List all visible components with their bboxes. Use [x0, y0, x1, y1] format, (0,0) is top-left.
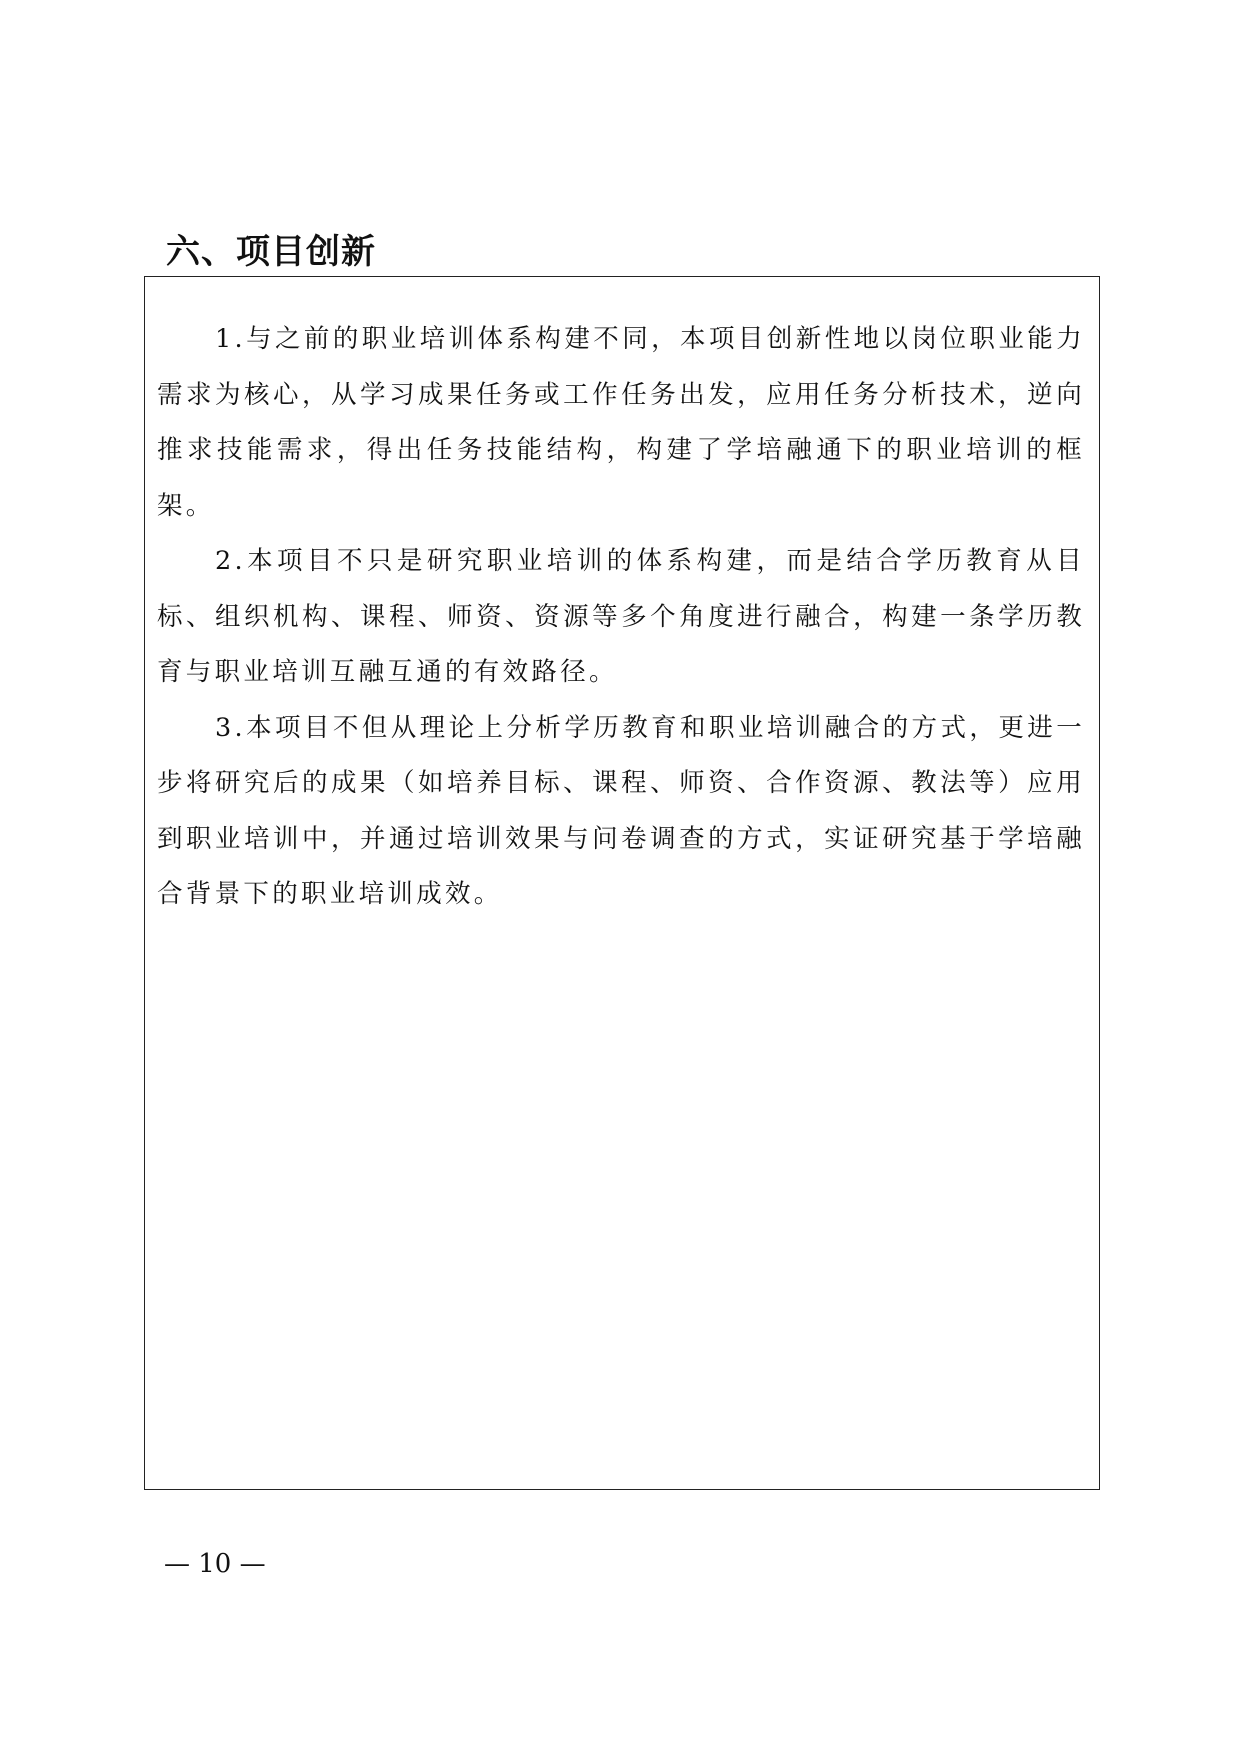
paragraph-2: 2.本项目不只是研究职业培训的体系构建，而是结合学历教育从目标、组织机构、课程、师资、资源等多个角度进行融合，构建一条学历教育与职业培训互融互通的有效路径。	[157, 546, 1085, 687]
section-heading: 六、项目创新	[166, 232, 376, 272]
paragraph-1: 1.与之前的职业培训体系构建不同，本项目创新性地以岗位职业能力需求为核心，从学习成果任务或工作任务出发，应用任务分析技术，逆向推求技能需求，得出任务技能结构，构建了学培融通下的职业培训的框架。	[157, 324, 1085, 521]
content-box	[144, 276, 1100, 1490]
paragraph-3: 3.本项目不但从理论上分析学历教育和职业培训融合的方式，更进一步将研究后的成果（如培养目标、课程、师资、合作资源、教法等）应用到职业培训中，并通过培训效果与问卷调查的方式，实证研究基于学培融合背景下的职业培训成效。	[157, 712, 1085, 909]
page-number: — 10 —	[164, 1549, 266, 1579]
content-text	[157, 312, 1085, 923]
